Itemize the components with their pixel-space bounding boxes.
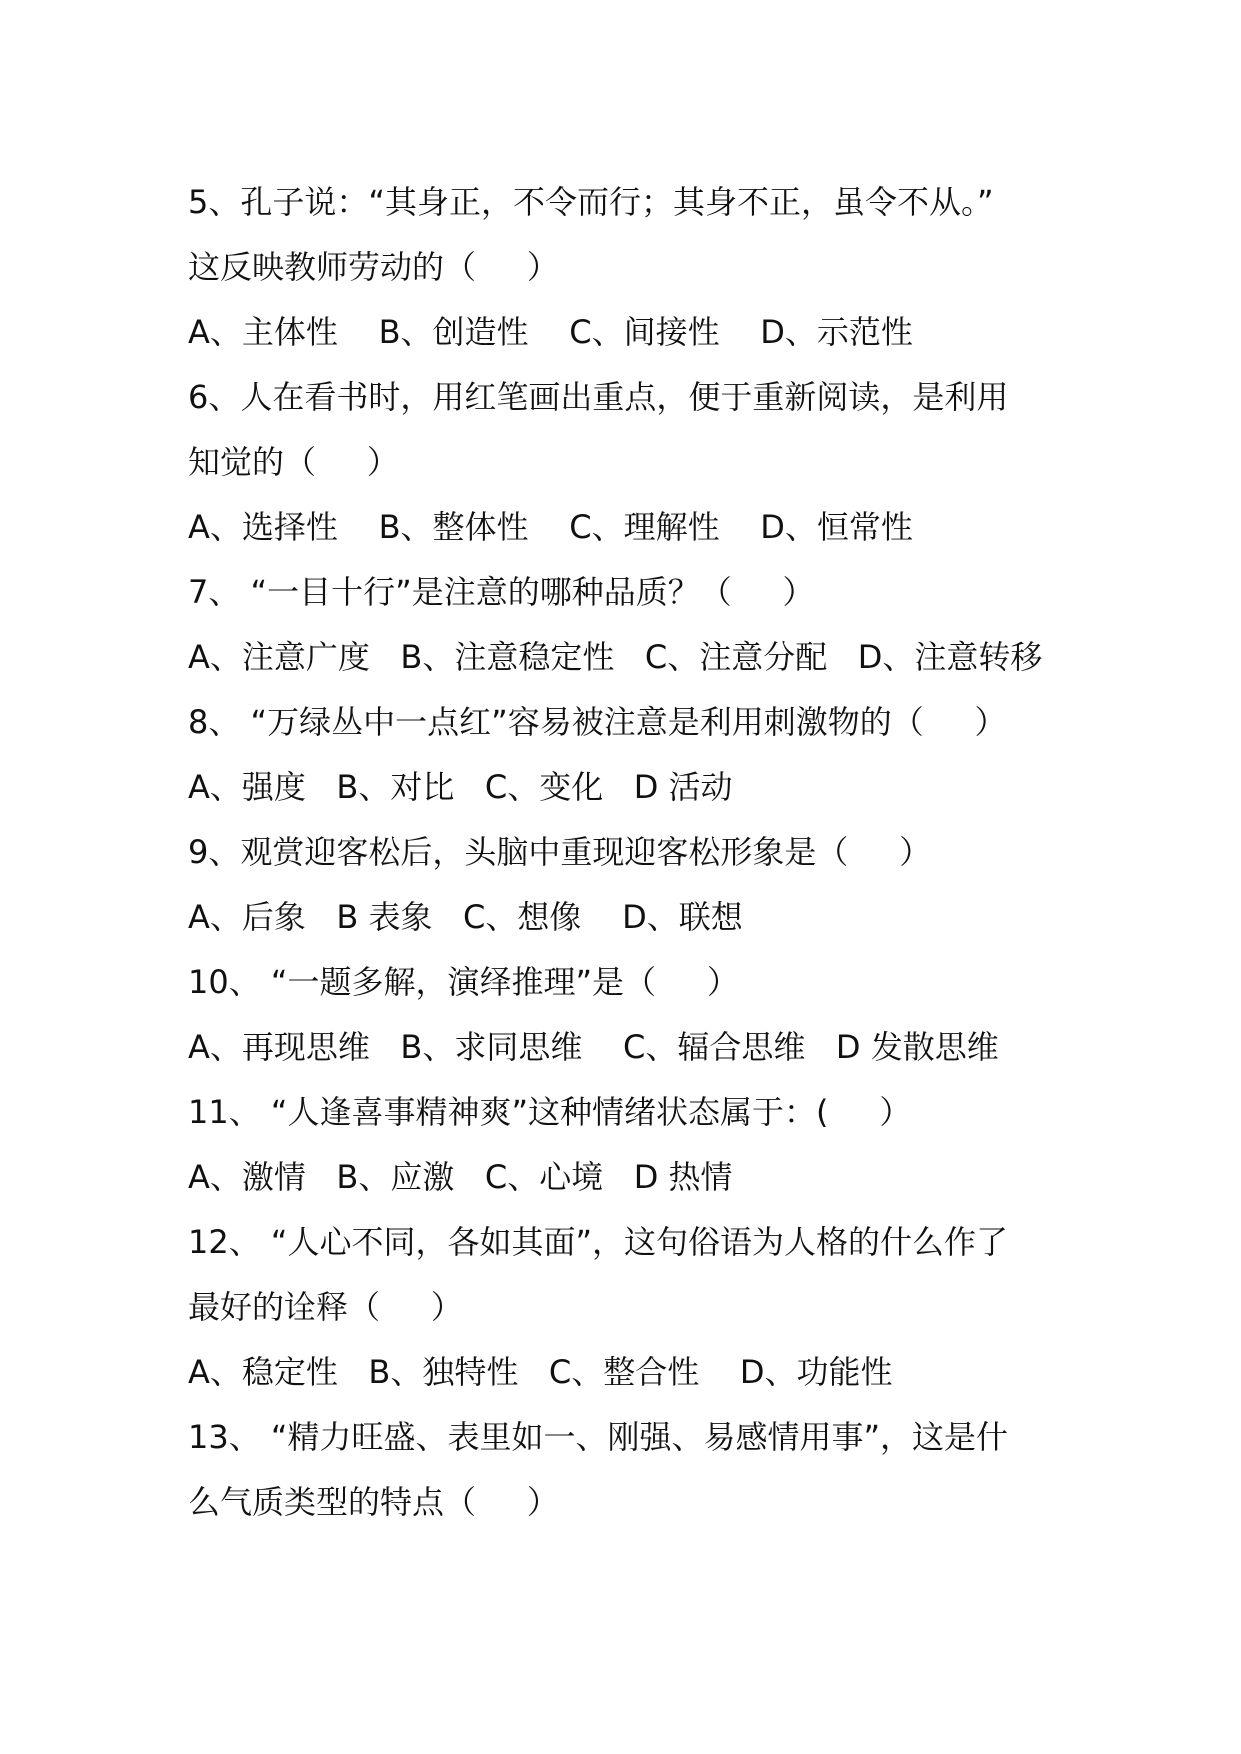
question-11-options: A、激情 B、应激 C、心境 D 热情 <box>188 1158 733 1196</box>
question-7-stem: 7、 “一目十行”是注意的哪种品质？（ ） <box>188 573 815 611</box>
question-13-stem-line-1: 13、 “精力旺盛、表里如一、刚强、易感情用事”，这是什 <box>188 1418 1009 1456</box>
question-12-stem-line-1: 12、 “人心不同，各如其面”，这句俗语为人格的什么作了 <box>188 1223 1009 1261</box>
question-8-stem: 8、 “万绿丛中一点红”容易被注意是利用刺激物的（ ） <box>188 703 1007 741</box>
question-12-stem-line-2: 最好的诠释（ ） <box>188 1288 463 1326</box>
question-text-block <box>188 170 1088 1535</box>
question-5-stem-line-2: 这反映教师劳动的（ ） <box>188 248 559 286</box>
question-6-options: A、选择性 B、整体性 C、理解性 D、恒常性 <box>188 508 913 546</box>
question-10-options: A、再现思维 B、求同思维 C、辐合思维 D 发散思维 <box>188 1028 999 1066</box>
question-5-stem-line-1: 5、孔子说：“其身正，不令而行；其身不正，虽令不从。” <box>188 183 994 221</box>
question-12-options: A、稳定性 B、独特性 C、整合性 D、功能性 <box>188 1353 893 1391</box>
question-13-stem-line-2: 么气质类型的特点（ ） <box>188 1483 559 1521</box>
question-6-stem-line-1: 6、人在看书时，用红笔画出重点，便于重新阅读，是利用 <box>188 378 1009 416</box>
question-5-options: A、主体性 B、创造性 C、间接性 D、示范性 <box>188 313 913 351</box>
question-9-options: A、后象 B 表象 C、想像 D、联想 <box>188 898 743 936</box>
question-9-stem: 9、观赏迎客松后，头脑中重现迎客松形象是（ ） <box>188 833 932 871</box>
question-7-options: A、注意广度 B、注意稳定性 C、注意分配 D、注意转移 <box>188 638 1043 676</box>
question-10-stem: 10、 “一题多解，演绎推理”是（ ） <box>188 963 739 1001</box>
question-6-stem-line-2: 知觉的（ ） <box>188 443 399 481</box>
question-8-options: A、强度 B、对比 C、变化 D 活动 <box>188 768 733 806</box>
question-11-stem: 11、 “人逢喜事精神爽”这种情绪状态属于：( ） <box>188 1093 912 1131</box>
